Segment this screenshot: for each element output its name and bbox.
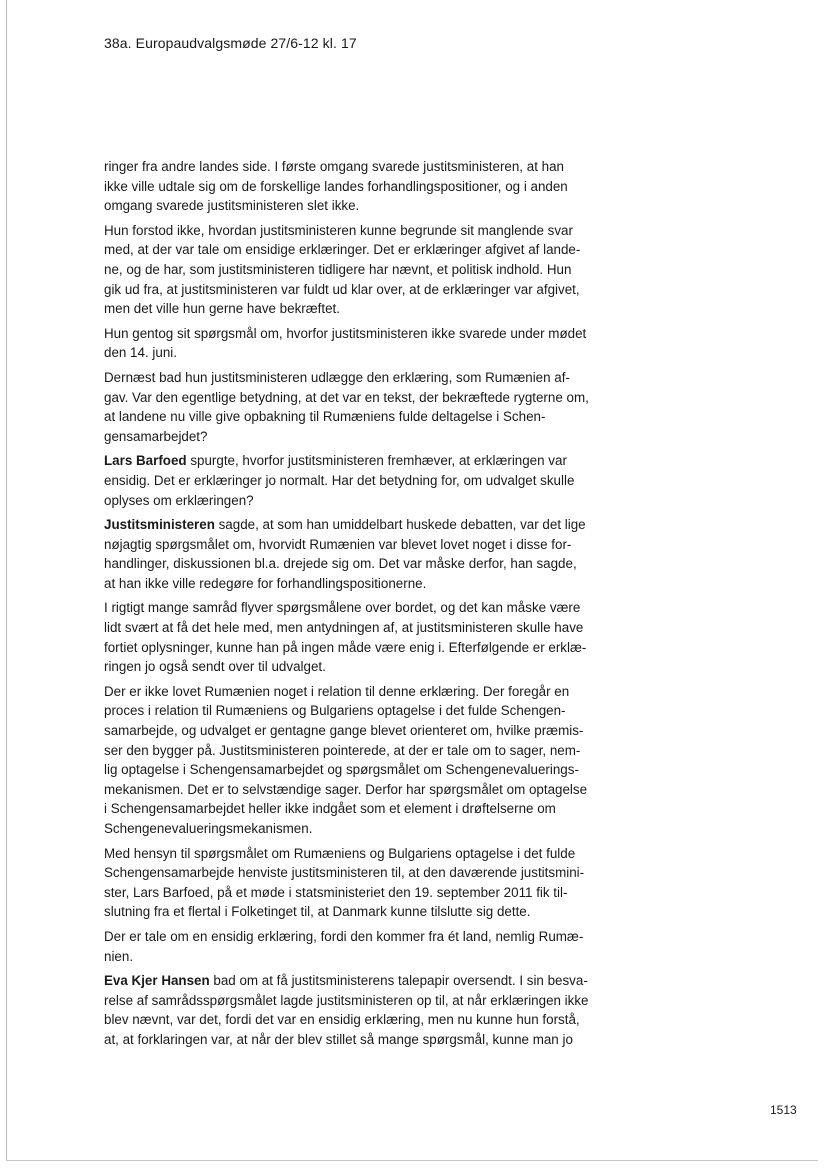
paragraph-text: Der er tale om en ensidig erklæring, fordi den kommer fra ét land, nemlig Rumæ-nien.: [104, 928, 584, 964]
paragraph-text: Hun forstod ikke, hvordan justitsministeren kunne begrunde sit manglende svar med, at der var tale om ensidige erklæringer. Det er erklæringer afgivet af lande-ne, og de har, som justitsministeren tidligere har nævnt, et politisk indhold. Hun gik ud fra, at justitsministeren var fuldt ud klar over, at de erklæringer var afgivet, men det ville hun gerne have bekræftet.: [104, 222, 581, 317]
paragraph: [104, 598, 590, 676]
paragraph: [104, 971, 590, 1049]
paragraph-text: sagde, at som han umiddelbart huskede debatten, var det lige nøjagtig spørgsmålet om, hvorvidt Rumænien var blevet lovet noget i disse for-handlinger, diskussionen bl.a. drejede sig om. Det var måske derfor, han sagde, at han ikke ville redegøre for forhandlingspositionerne.: [104, 517, 586, 591]
page-edge-bottom: [6, 1160, 818, 1161]
paragraph: [104, 682, 590, 839]
paragraph-text: bad om at få justitsministerens talepapir oversendt. I sin besva-relse af samrådsspørgsmålet lagde justitsministeren op til, at når erklæringen ikke blev nævnt, var det, fordi det var en ensidig erklæring, men nu kunne hun forstå, at, at forklaringen var, at når der blev stillet så mange spørgsmål, kunne man jo: [104, 973, 589, 1047]
paragraph: [104, 324, 590, 363]
paragraph: [104, 368, 590, 446]
paragraph: [104, 844, 590, 922]
paragraph-text: I rigtigt mange samråd flyver spørgsmålene over bordet, og det kan måske være lidt svært at få det hele med, men antydningen af, at justitsministeren skulle have fortiet oplysninger, kunne han på ingen måde være enig i. Efterfølgende er erklæ-ringen jo også sendt over til udvalget.: [104, 600, 587, 675]
paragraph: [104, 157, 590, 216]
speaker-name: Eva Kjer Hansen: [104, 973, 210, 989]
paragraph-text: Med hensyn til spørgsmålet om Rumæniens og Bulgariens optagelse i det fulde Schengensamarbejde henviste justitsministeren til, at den daværende justitsmini-ster, Lars Barfoed, på et møde i statsministeriet den 19. september 2011 fik til-slutning fra et flertal i Folketinget til, at Danmark kunne tilslutte sig dette.: [104, 845, 585, 920]
paragraph-text: ringer fra andre landes side. I første omgang svarede justitsministeren, at han ikke ville udtale sig om de forskellige landes forhandlingspositioner, og i anden omgang svarede justitsministeren slet ikke.: [104, 159, 568, 214]
page-edge-left: [6, 0, 7, 1160]
speaker-name: Justitsministeren: [104, 517, 215, 533]
paragraph-text: Hun gentog sit spørgsmål om, hvorfor justitsministeren ikke svarede under mødet den 14. juni.: [104, 325, 587, 361]
paragraph: [104, 927, 590, 966]
document-body: [104, 157, 590, 1055]
paragraph: [104, 515, 590, 593]
paragraph: [104, 451, 590, 510]
paragraph-text: Dernæst bad hun justitsministeren udlægge den erklæring, som Rumænien af-gav. Var den egentlige betydning, at det var en tekst, der bekræftede rygterne om, at landene nu ville give opbakning til Rumæniens fulde deltagelse i Schen-gensamarbejdet?: [104, 369, 589, 444]
page-number: 1513: [770, 1103, 797, 1117]
paragraph-text: Der er ikke lovet Rumænien noget i relation til denne erklæring. Der foregår en proces i relation til Rumæniens og Bulgariens optagelse i det fulde Schengen-samarbejde, og udvalget er gentagne gange blevet orienteret om, hvilke præmis-ser den bygger på. Justitsministeren pointerede, at der er tale om to sager, nem-lig optagelse i Schengensamarbejdet og spørgsmålet om Schengenevaluerings-mekanismen. Det er to selvstændige sager. Derfor har spørgsmålet om optagelse i Schengensamarbejdet heller ikke indgået som et element i drøftelserne om Schengenevalueringsmekanismen.: [104, 683, 588, 836]
paragraph: [104, 221, 590, 319]
paragraph-text: spurgte, hvorfor justitsministeren fremhæver, at erklæringen var ensidig. Det er erklæringer jo normalt. Har det betydning for, om udvalget skulle oplyses om erklæringen?: [104, 453, 575, 508]
page-header: 38a. Europaudvalgsmøde 27/6-12 kl. 17: [104, 35, 357, 51]
speaker-name: Lars Barfoed: [104, 453, 187, 469]
